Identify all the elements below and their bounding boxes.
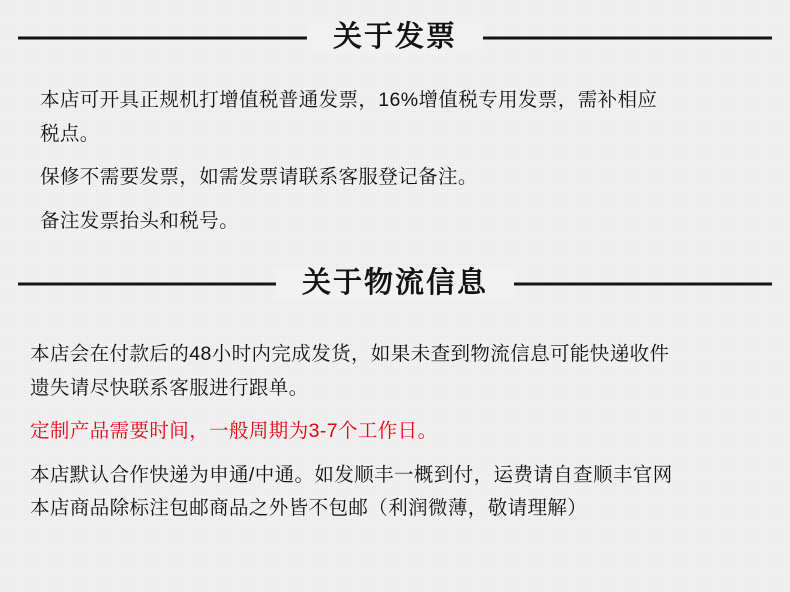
logistics-top-gap: [0, 312, 790, 338]
logistics-paragraph-4-shipping-fee: 本店商品除标注包邮商品之外皆不包邮（利润微薄，敬请理解）: [30, 497, 588, 520]
section-header-logistics: [0, 256, 790, 312]
header-title-wrap-logistics: [0, 256, 790, 312]
section-body-logistics: [0, 338, 790, 526]
invoice-gap-2: [30, 195, 760, 205]
logistics-paragraph-1: 本店会在付款后的48小时内完成发货，如果未查到物流信息可能快递收件: [30, 343, 670, 366]
logistics-paragraph-2-custom-lead-time: 定制产品需要时间，一般周期为3-7个工作日。: [30, 420, 438, 443]
section-title-invoice: 关于发票: [307, 22, 483, 54]
invoice-paragraph-2: 保修不需要发票，如需发票请联系客服登记备注。: [40, 166, 478, 189]
invoice-paragraph-3: 备注发票抬头和税号。: [40, 209, 240, 232]
invoice-paragraph-1-cont: 税点。: [40, 122, 100, 145]
invoice-gap-1: [30, 151, 760, 161]
section-header-invoice: [0, 10, 790, 66]
between-sections-gap: [0, 238, 790, 256]
logistics-gap-1: [30, 405, 760, 415]
top-spacer: [0, 0, 790, 10]
logistics-gap-2: [30, 449, 760, 459]
logistics-paragraph-3-courier: 本店默认合作快递为申通/中通。如发顺丰一概到付，运费请自查顺丰官网: [30, 463, 673, 486]
header-title-wrap-invoice: [0, 10, 790, 66]
invoice-top-gap: [0, 66, 790, 84]
logistics-paragraph-1-cont: 遗失请尽快联系客服进行跟单。: [30, 376, 309, 399]
section-title-logistics: 关于物流信息: [276, 268, 514, 300]
invoice-paragraph-1: 本店可开具正规机打增值税普通发票，16%增值税专用发票，需补相应: [40, 89, 658, 111]
section-body-invoice: [0, 84, 790, 238]
